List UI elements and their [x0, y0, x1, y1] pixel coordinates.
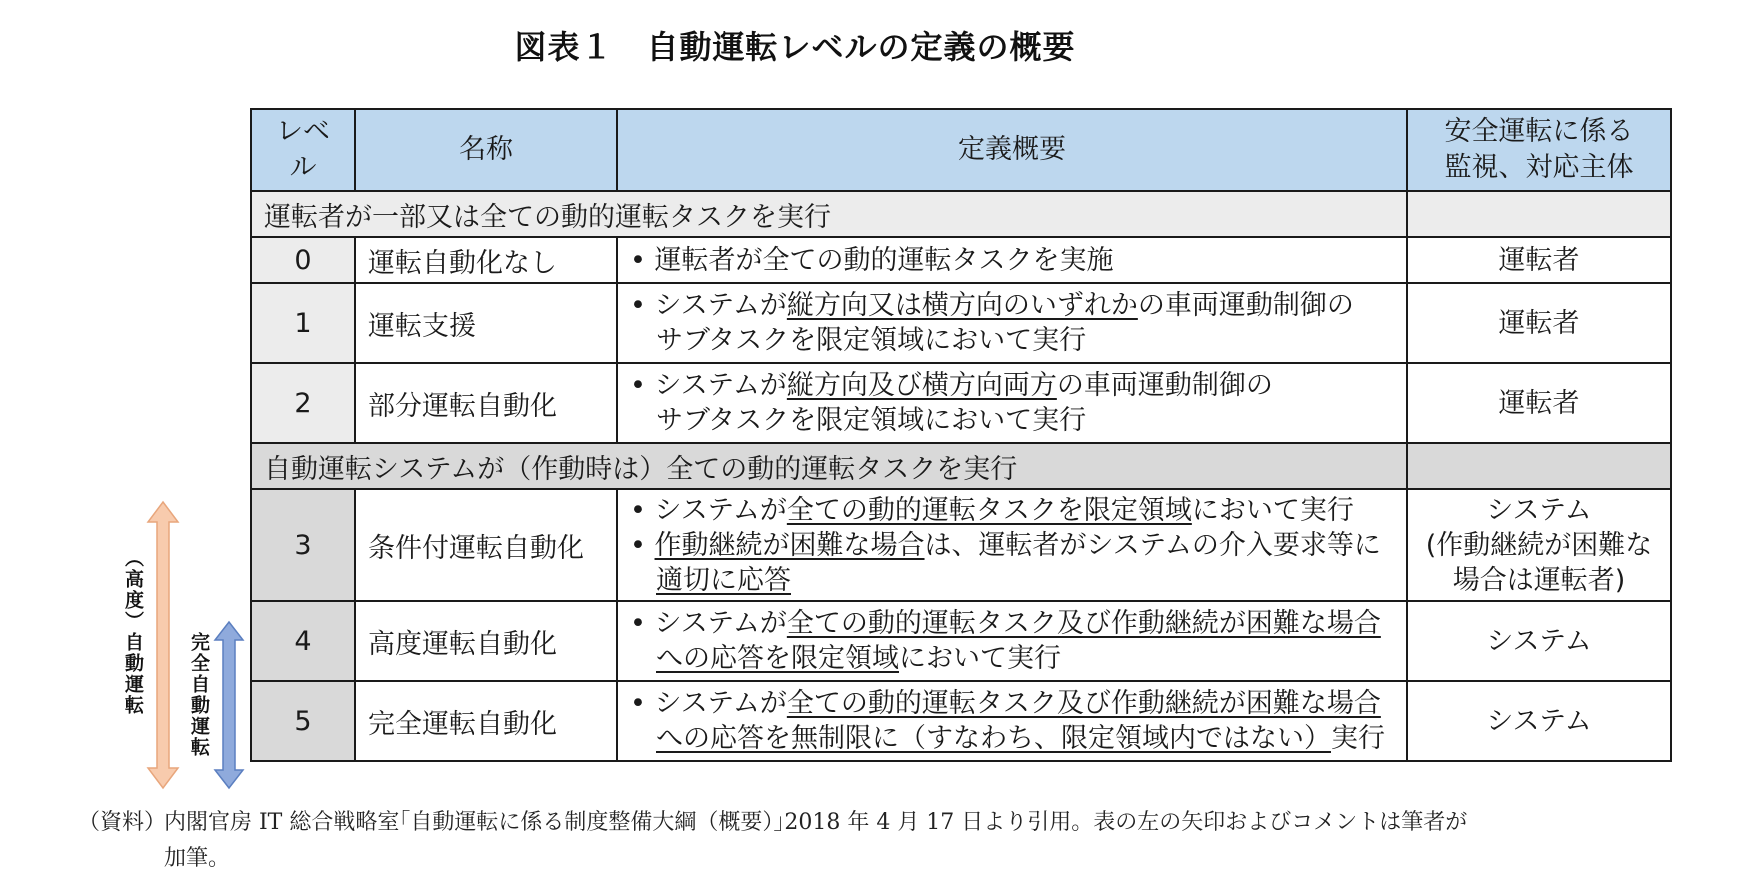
name-cell: 条件付運転自動化	[355, 489, 617, 601]
level-cell: 4	[251, 601, 355, 681]
definition-line	[630, 721, 1394, 756]
bullet: •	[630, 529, 646, 561]
underlined-segment: 全ての動的運転タスク及び作動継続が困難な場合	[786, 608, 1381, 639]
header-responsibility-line1: 安全運転に係る	[1444, 116, 1634, 147]
table-row	[251, 601, 1671, 681]
text-segment: システムが	[654, 370, 787, 401]
name-cell: 完全運転自動化	[355, 681, 617, 761]
section-row-system	[251, 443, 1671, 489]
table-row	[251, 237, 1671, 283]
section-system-empty	[1407, 443, 1671, 489]
responsibility-cell: 運転者	[1407, 363, 1671, 443]
responsibility-cell: 運転者	[1407, 237, 1671, 283]
text-segment: において実行	[1191, 494, 1354, 526]
bullet: •	[630, 370, 646, 401]
responsibility-cell: 運転者	[1407, 283, 1671, 363]
text-segment: は、運転者がシステムの介入要求等に	[924, 529, 1381, 561]
text-segment: の車両運動制御の	[1056, 370, 1273, 401]
figure-title: 図表１ 自動運転レベルの定義の概要	[514, 28, 1076, 66]
definition-cell	[617, 363, 1407, 443]
header-definition: 定義概要	[617, 109, 1407, 191]
underlined-segment: 作動継続が困難な場合	[654, 529, 925, 561]
definition-line	[630, 528, 1394, 563]
full-automation-arrow	[213, 620, 245, 790]
name-cell: 運転自動化なし	[355, 237, 617, 283]
bullet: •	[630, 608, 646, 639]
section-driver-text: 運転者が一部又は全ての動的運転タスクを実行	[251, 191, 1407, 237]
section-row-driver	[251, 191, 1671, 237]
header-name: 名称	[355, 109, 617, 191]
advanced-automation-label: （高度）自動運転	[122, 548, 144, 716]
table-row	[251, 363, 1671, 443]
definition-cell	[617, 601, 1407, 681]
source-note-line1: 内閣官房 IT 総合戦略室｢自動運転に係る制度整備大綱（概要）｣2018 年 4 月 17 日より引用。表の左の矢印およびコメントは筆者が	[164, 810, 1468, 835]
definition-line	[630, 606, 1394, 641]
table-row	[251, 681, 1671, 761]
level-cell: 1	[251, 283, 355, 363]
name-cell: 部分運転自動化	[355, 363, 617, 443]
definition-line	[630, 288, 1394, 323]
name-cell: 高度運転自動化	[355, 601, 617, 681]
definition-cell	[617, 681, 1407, 761]
level-cell: 5	[251, 681, 355, 761]
text-segment: の車両運動制御の	[1137, 290, 1354, 321]
text-segment: システムが	[654, 290, 787, 321]
definition-line	[630, 686, 1394, 721]
definition-text: 運転者が全ての動的運転タスクを実施	[654, 244, 1114, 276]
level-cell: 3	[251, 489, 355, 601]
definition-line	[630, 493, 1394, 528]
responsibility-cell	[1407, 489, 1671, 601]
table-header-row	[251, 109, 1671, 191]
underlined-segment: への応答を無制限に（すなわち、限定領域内ではない）	[656, 723, 1331, 754]
bullet: •	[630, 290, 646, 321]
text-segment: において実行	[899, 643, 1061, 674]
source-note-line2: 加筆。	[164, 846, 231, 871]
definition-line	[630, 641, 1394, 676]
responsibility-line: 場合は運転者)	[1452, 564, 1626, 596]
level-cell: 2	[251, 363, 355, 443]
text-segment: 実行	[1331, 723, 1385, 754]
text-segment: システムが	[654, 494, 787, 526]
header-responsibility-line2: 監視、対応主体	[1444, 152, 1634, 183]
header-responsibility	[1407, 109, 1671, 191]
text-segment: システムが	[654, 608, 787, 639]
definition-line	[630, 368, 1394, 403]
underlined-segment: 適切に応答	[656, 564, 791, 596]
text-segment: システムが	[654, 688, 787, 719]
definition-cell	[617, 489, 1407, 601]
responsibility-line: (作動継続が困難な	[1425, 529, 1653, 561]
responsibility-cell: システム	[1407, 601, 1671, 681]
underlined-segment: への応答を限定領域	[656, 643, 899, 674]
definition-cell	[617, 237, 1407, 283]
source-note	[78, 805, 1638, 877]
underlined-segment: 全ての動的運転タスクを限定領域	[786, 494, 1192, 526]
section-driver-empty	[1407, 191, 1671, 237]
advanced-automation-arrow	[146, 500, 180, 790]
definition-cell	[617, 283, 1407, 363]
section-system-text: 自動運転システムが（作動時は）全ての動的運転タスクを実行	[251, 443, 1407, 489]
underlined-segment: 全ての動的運転タスク及び作動継続が困難な場合	[786, 688, 1381, 719]
full-automation-label: 完全自動運転	[188, 632, 210, 758]
bullet: •	[630, 494, 646, 526]
definition-line: サブタスクを限定領域において実行	[656, 405, 1087, 436]
level-cell: 0	[251, 237, 355, 283]
underlined-segment: 縦方向及び横方向両方	[786, 370, 1057, 401]
table-row	[251, 489, 1671, 601]
bullet: •	[630, 688, 646, 719]
responsibility-cell: システム	[1407, 681, 1671, 761]
bullet: •	[630, 244, 646, 276]
responsibility-line: システム	[1486, 494, 1592, 526]
header-level: レベル	[251, 109, 355, 191]
definition-line	[630, 563, 1394, 598]
underlined-segment: 縦方向又は横方向のいずれか	[786, 290, 1138, 321]
automation-levels-table	[250, 108, 1672, 762]
table-row	[251, 283, 1671, 363]
definition-line: サブタスクを限定領域において実行	[656, 325, 1087, 356]
name-cell: 運転支援	[355, 283, 617, 363]
source-note-label: （資料）	[78, 810, 167, 835]
